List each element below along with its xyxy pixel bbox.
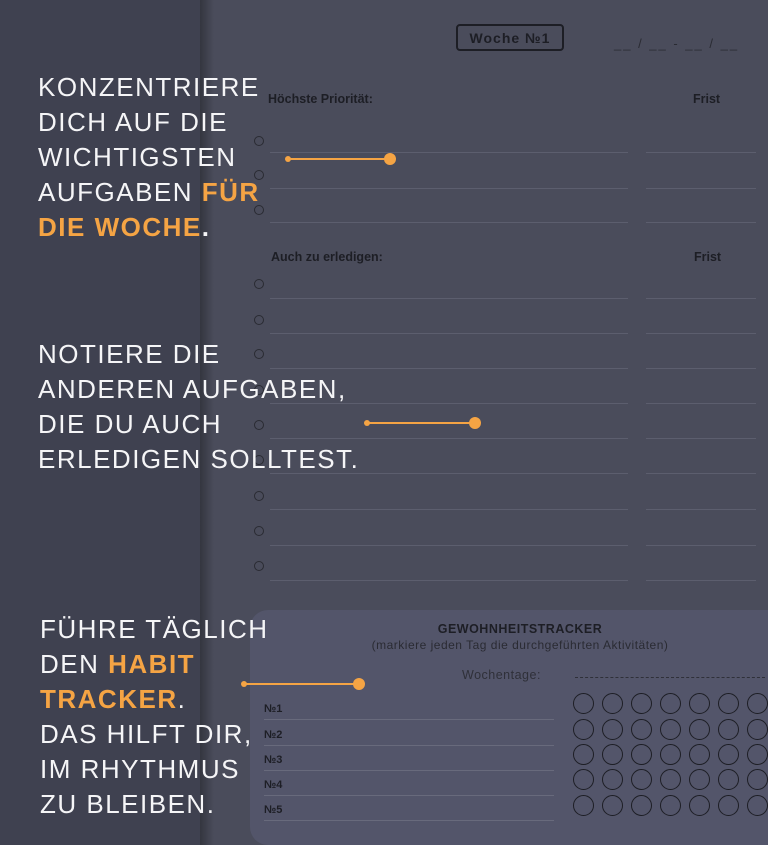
priority-label: Höchste Priorität: (268, 92, 373, 106)
deadline-line (646, 368, 756, 369)
overlay-line (40, 647, 269, 682)
tracker-title: GEWOHNHEITSTRACKER (437, 622, 603, 636)
habit-checkbox[interactable] (631, 744, 652, 765)
overlay-accent-text: HABIT (108, 649, 196, 679)
priority-deadline-label: Frist (693, 92, 721, 106)
deadline-line (646, 473, 756, 474)
habit-row-label: №3 (264, 754, 283, 766)
todo-bullet (254, 491, 264, 501)
habit-checkbox[interactable] (660, 744, 681, 765)
habit-checkbox[interactable] (631, 693, 652, 714)
weekdays-label: Wochentage: (462, 668, 541, 682)
habit-checkbox[interactable] (747, 744, 768, 765)
overlay-line: KONZENTRIERE (38, 72, 260, 102)
overlay-text: . (177, 684, 187, 714)
habit-line (264, 719, 554, 720)
habit-checkbox[interactable] (660, 719, 681, 740)
connector-end-dot (353, 678, 365, 690)
habit-checkbox[interactable] (602, 795, 623, 816)
priority-line (270, 222, 628, 223)
deadline-line (646, 188, 756, 189)
habit-checkbox[interactable] (573, 693, 594, 714)
habit-checkbox[interactable] (689, 795, 710, 816)
todo-line (270, 580, 628, 581)
deadline-line (646, 545, 756, 546)
overlay-accent-text: TRACKER (40, 684, 178, 714)
date-placeholder: __ / __ - __ / __ (614, 36, 740, 51)
overlay-line: DICH AUF DIE (38, 107, 228, 137)
habit-line (264, 745, 554, 746)
overlay-line: FÜHRE TÄGLICH (40, 614, 269, 644)
habit-checkbox[interactable] (718, 693, 739, 714)
deadline-line (646, 222, 756, 223)
overlay-accent-text: DIE WOCHE (38, 212, 202, 242)
overlay-line: ZU BLEIBEN. (40, 789, 216, 819)
habit-row-label: №2 (264, 729, 283, 741)
habit-checkbox[interactable] (747, 795, 768, 816)
overlay-line (40, 682, 269, 717)
habit-checkbox[interactable] (689, 693, 710, 714)
todo-bullet (254, 561, 264, 571)
todo-bullet (254, 279, 264, 289)
deadline-line (646, 403, 756, 404)
todo-line (270, 545, 628, 546)
overlay-line (38, 175, 260, 210)
habit-checkbox[interactable] (631, 769, 652, 790)
weekday-lines (575, 677, 765, 678)
habit-checkbox[interactable] (631, 719, 652, 740)
habit-checkbox[interactable] (718, 719, 739, 740)
overlay-line: IM RHYTHMUS (40, 754, 240, 784)
habit-row-label: №1 (264, 703, 283, 715)
connector-end-dot (469, 417, 481, 429)
habit-checkbox[interactable] (718, 744, 739, 765)
deadline-line (646, 298, 756, 299)
habit-checkbox[interactable] (689, 719, 710, 740)
overlay-line (38, 210, 260, 245)
habit-row-label: №5 (264, 804, 283, 816)
deadline-line (646, 333, 756, 334)
tracker-subtitle: (markiere jeden Tag die durchgeführten Aktivitäten) (371, 638, 669, 652)
overlay-line: DIE DU AUCH (38, 409, 223, 439)
habit-checkbox[interactable] (660, 769, 681, 790)
habit-checkbox[interactable] (660, 795, 681, 816)
habit-row-label: №4 (264, 779, 283, 791)
deadline-line (646, 580, 756, 581)
todo-line (270, 509, 628, 510)
overlay-line: DAS HILFT DIR, (40, 719, 253, 749)
habit-checkbox[interactable] (747, 769, 768, 790)
habit-checkbox[interactable] (573, 744, 594, 765)
todo-line (270, 333, 628, 334)
habit-line (264, 820, 554, 821)
deadline-line (646, 152, 756, 153)
deadline-line (646, 438, 756, 439)
habit-checkbox[interactable] (718, 769, 739, 790)
habit-checkbox[interactable] (602, 769, 623, 790)
overlay-text: DEN (40, 649, 109, 679)
priority-line (270, 152, 628, 153)
overlay-line: ANDEREN AUFGABEN, (38, 374, 347, 404)
habit-checkbox[interactable] (602, 744, 623, 765)
habit-checkbox[interactable] (747, 719, 768, 740)
habit-checkbox[interactable] (573, 769, 594, 790)
todo-label: Auch zu erledigen: (271, 250, 383, 264)
habit-checkbox[interactable] (602, 719, 623, 740)
habit-checkbox[interactable] (689, 744, 710, 765)
todo-deadline-label: Frist (694, 250, 722, 264)
habit-checkbox[interactable] (689, 769, 710, 790)
connector-line (244, 683, 356, 685)
overlay-accent-text: FÜR (201, 177, 260, 207)
habit-line (264, 770, 554, 771)
overlay-block-todo (38, 337, 359, 477)
connector-line (367, 422, 471, 424)
week-label: Woche №1 (456, 24, 564, 51)
priority-line (270, 188, 628, 189)
overlay-line: ERLEDIGEN SOLLTEST. (38, 444, 360, 474)
connector-line (288, 158, 388, 160)
connector-end-dot (384, 153, 396, 165)
habit-checkbox[interactable] (573, 719, 594, 740)
habit-checkbox[interactable] (747, 693, 768, 714)
overlay-line: NOTIERE DIE (38, 339, 221, 369)
overlay-line: WICHTIGSTEN (38, 142, 237, 172)
todo-bullet (254, 526, 264, 536)
habit-line (264, 795, 554, 796)
overlay-text: . (201, 212, 211, 242)
overlay-block-priority (38, 70, 260, 245)
habit-checkbox[interactable] (660, 693, 681, 714)
overlay-text: AUFGABEN (38, 177, 202, 207)
habit-checkbox[interactable] (631, 795, 652, 816)
habit-checkbox[interactable] (573, 795, 594, 816)
todo-bullet (254, 315, 264, 325)
overlay-block-tracker (40, 612, 269, 822)
habit-checkbox[interactable] (718, 795, 739, 816)
habit-checkbox[interactable] (602, 693, 623, 714)
todo-line (270, 298, 628, 299)
deadline-line (646, 509, 756, 510)
